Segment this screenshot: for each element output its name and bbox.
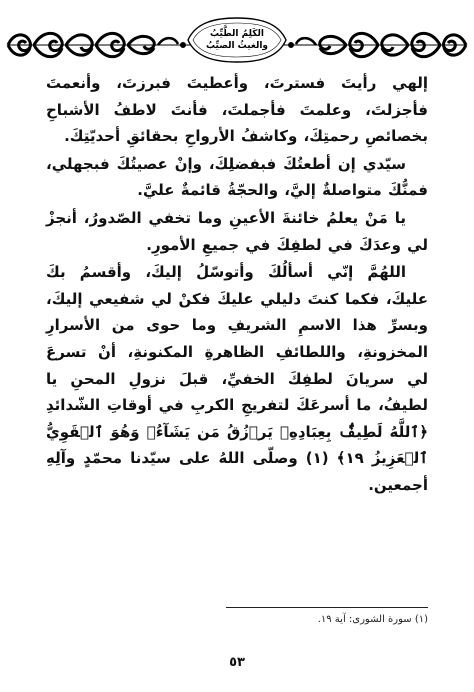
book-title-line-2: والغيثُ الصيِّبُ [206, 41, 269, 51]
paragraph-2: سيّدي إن أطعتُكَ فبفضلِكَ، وإنْ عصيتُكَ فبجهلي، فمنُّكَ متواصلةٌ إليَّ، والحجّةُ قائمةٌ عليَّ. [46, 154, 428, 200]
book-title-line-1: الكَلِمُ الطَّيِّبُ [210, 29, 264, 39]
paragraph-3: يا مَنْ يعلمُ خائنةَ الأعينِ وما تخفي الصّدورُ، أنجزْ لي وعدَكَ في لطفِكَ في جميعِ الأمورِ. [46, 208, 428, 254]
page-header [0, 14, 474, 68]
left-ornament-scroll [8, 33, 186, 56]
paragraph-4: اللهُمَّ إنّي أسألُكَ وأتوسّلُ إليكَ، وأقسمُ بكَ عليكَ، فكما كنتَ دليلي عليكَ فكنْ لي شفيعي إليكَ، وبسرِّ هذا الاسمِ الشريفِ وما حوى من الأسرارِ المخزونةِ، واللطائفِ الظاهرةِ المكنونةِ، أنْ تسرعَ لي سريانَ لطفِكَ الخفيِّ، قبلَ نزولِ المحنِ يا لطيفُ، ما أسرعَكَ لتفريجِ الكربِ في أوقاتِ الشّدائدِ ﴿ٱللَّهُ لَطِيفٌۢ بِعِبَادِهِۦ يَرۡزُقُ مَن يَشَآءُۖ وَهُوَ ٱلۡقَوِيُّ ٱلۡعَزِيزُ ١٩﴾ (١) وصلّى اللهُ على سيّدنا محمّدٍ وآلِهِ أجمعين. [46, 263, 429, 494]
footnote-rule [226, 607, 428, 608]
header-title-box [188, 20, 286, 60]
page-number: ٥٣ [229, 655, 245, 670]
main-text [46, 70, 428, 499]
right-ornament-scroll [289, 33, 467, 56]
paragraph-1: إلهي رأيتَ فسترتَ، وأعطيتَ فبرزتَ، وأنعمتَ فأجزلتَ، وعلمتَ فأجملتَ، فأنتَ لاطفُ الأشباحِ بخصائصِ رحمتِكَ، وكاشفُ الأرواحِ بحقائقِ أحديّتِكَ. [46, 74, 428, 146]
footnote: (١) سورة الشورى: آية ١٩. [317, 614, 428, 625]
